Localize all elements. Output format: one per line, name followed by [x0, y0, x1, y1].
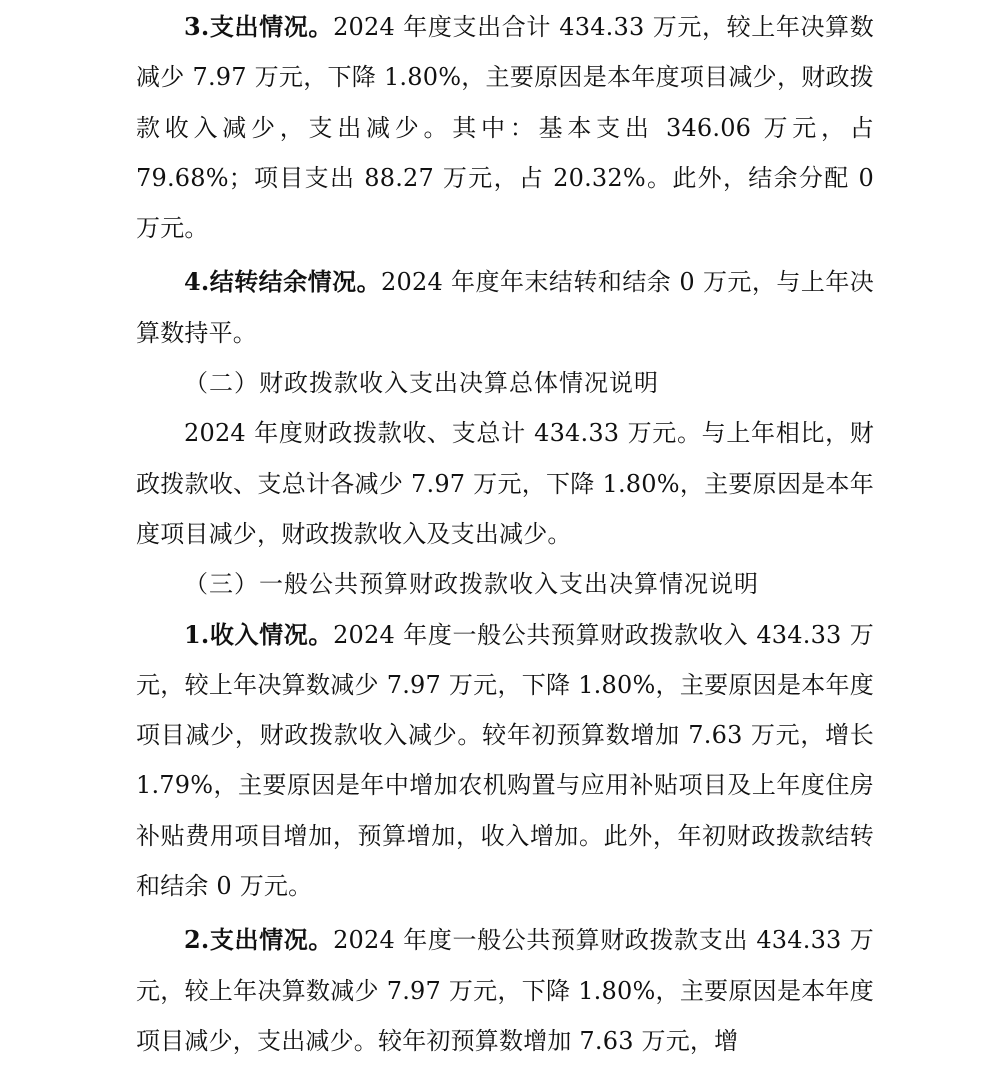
paragraph-expenditure	[136, 0, 874, 253]
paragraph-text: 2024 年度年末结转和结余 0 万元，与上年决算数持平。	[136, 268, 874, 347]
section-lead-carryover: 4.结转结余情况。	[184, 267, 382, 297]
section-heading-general-budget: （三）一般公共预算财政拨款收入支出决算情况说明	[184, 570, 759, 599]
paragraph-carryover	[136, 257, 874, 358]
paragraph-budget-expenditure	[136, 915, 874, 1066]
paragraph-fiscal-overview: 2024 年度财政拨款收、支总计 434.33 万元。与上年相比，财政拨款收、支总计各减少 7.97 万元，下降 1.80%，主要原因是本年度项目减少，财政拨款收入及支出减少。	[136, 419, 874, 548]
document-page	[136, 0, 874, 1066]
paragraph-income	[136, 610, 874, 912]
section-lead-income: 1.收入情况。	[184, 619, 334, 649]
paragraph-text: 2024 年度一般公共预算财政拨款支出 434.33 万元，较上年决算数减少 7.97 万元，下降 1.80%，主要原因是本年度项目减少，支出减少。较年初预算数增加 7.63 万元，增	[136, 926, 874, 1055]
section-heading-fiscal-overview: （二）财政拨款收入支出决算总体情况说明	[184, 369, 659, 398]
paragraph-text: 2024 年度一般公共预算财政拨款收入 434.33 万元，较上年决算数减少 7.97 万元，下降 1.80%，主要原因是本年度项目减少，财政拨款收入减少。较年初预算数增加 7.63 万元，增长 1.79%，主要原因是年中增加农机购置与应用补贴项目及上年度住房补贴费用项目增加，预算增加，收入增加。此外，年初财政拨款结转和结余 0 万元。	[136, 620, 874, 901]
paragraph-text: 2024 年度支出合计 434.33 万元，较上年决算数减少 7.97 万元，下降 1.80%，主要原因是本年度项目减少，财政拨款收入减少，支出减少。其中：基本支出 346.06 万元，占 79.68%；项目支出 88.27 万元，占 20.32%。此外，结余分配 0 万元。	[136, 13, 874, 243]
section-lead-budget-expenditure: 2.支出情况。	[184, 925, 334, 955]
section-lead-expenditure: 3.支出情况。	[184, 12, 334, 41]
